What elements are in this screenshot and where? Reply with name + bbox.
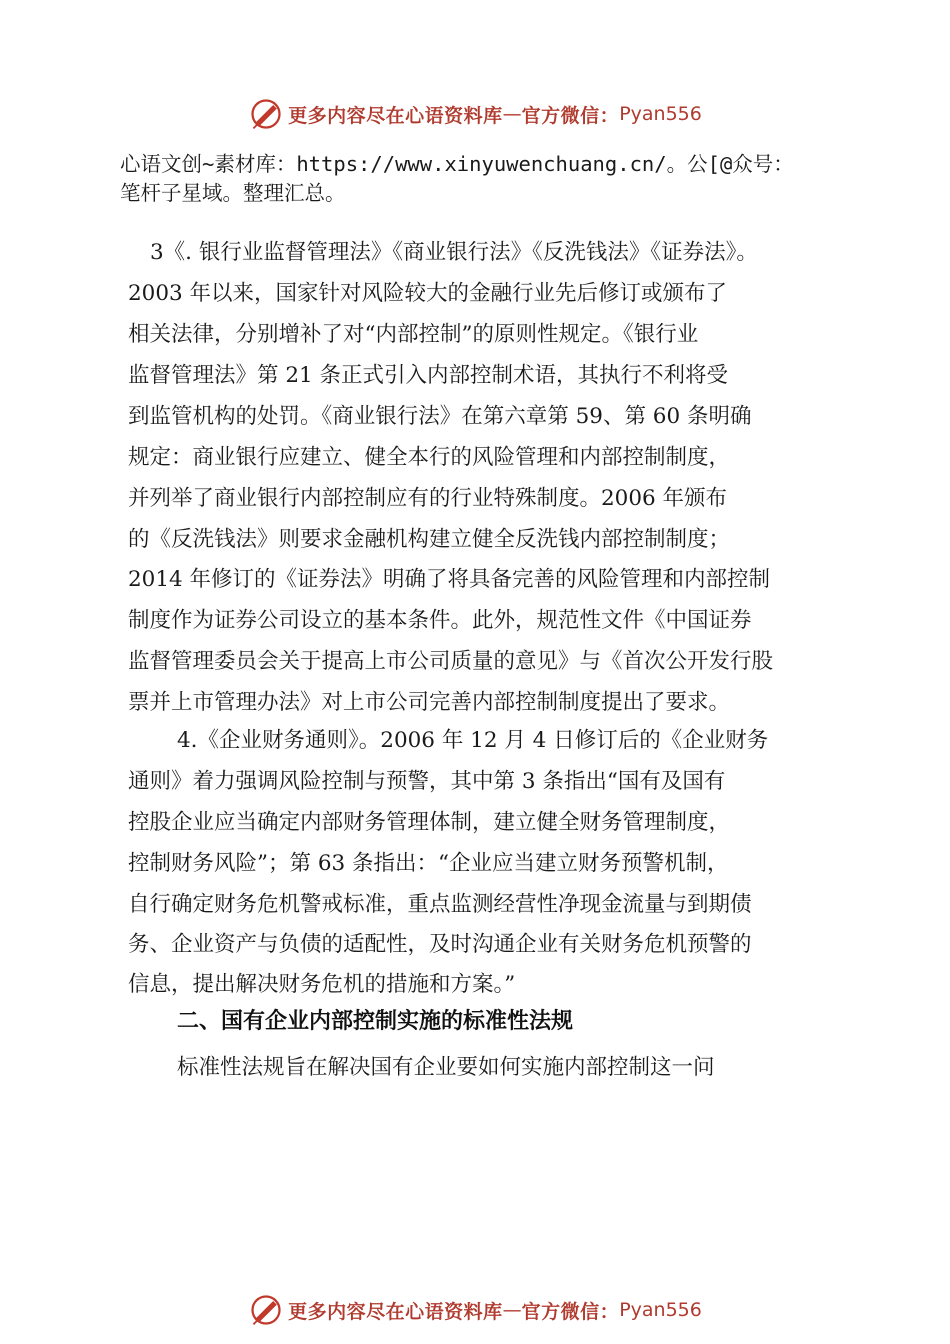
- watermark-banner-top: [0, 94, 950, 134]
- banner-text: 更多内容尽在心语资料库: [288, 104, 503, 127]
- header-note-line-2: 笔杆子星域。整理汇总。: [120, 181, 346, 205]
- body-line: 3《. 银行业监督管理法》《商业银行法》《反洗钱法》《证券法》。: [150, 240, 758, 265]
- pen-logo-icon: [248, 1292, 284, 1328]
- body-line: 制度作为证券公司设立的基本条件。此外，规范性文件《中国证券: [128, 608, 752, 633]
- banner-separator: —: [502, 103, 522, 125]
- header-note: [120, 150, 870, 208]
- body-line: 的《反洗钱法》则要求金融机构建立健全反洗钱内部控制制度；: [128, 527, 731, 552]
- body-line: 通则》着力强调风险控制与预警，其中第 3 条指出“国有及国有: [128, 769, 726, 794]
- body-line: 监督管理法》第 21 条正式引入内部控制术语，其执行不利将受: [128, 363, 729, 388]
- body-line: 信息，提出解决财务危机的措施和方案。”: [128, 972, 516, 997]
- header-note-line-1: 心语文创~素材库：https://www.xinyuwenchuang.cn/。公[@众号：: [120, 152, 794, 176]
- body-line: 标准性法规旨在解决国有企业要如何实施内部控制这一问: [177, 1055, 715, 1080]
- body-line: 4.《企业财务通则》。2006 年 12 月 4 日修订后的《企业财务: [177, 728, 769, 753]
- pen-logo-icon: [248, 96, 284, 132]
- banner-separator: —: [502, 1299, 522, 1321]
- body-line: 控股企业应当确定内部财务管理体制，建立健全财务管理制度，: [128, 810, 731, 835]
- banner-official-label: 官方微信：: [521, 1300, 620, 1323]
- body-line: 票并上市管理办法》对上市公司完善内部控制制度提出了要求。: [128, 690, 731, 715]
- banner-account: Pyan556: [619, 1299, 702, 1321]
- banner-account: Pyan556: [619, 103, 702, 125]
- body-line: 到监管机构的处罚。《商业银行法》在第六章第 59、第 60 条明确: [128, 404, 752, 429]
- section-heading: 二、国有企业内部控制实施的标准性法规: [177, 1009, 574, 1034]
- body-line: 相关法律，分别增补了对“内部控制”的原则性规定。《银行业: [128, 322, 699, 347]
- body-line: 并列举了商业银行内部控制应有的行业特殊制度。2006 年颁布: [128, 486, 728, 511]
- watermark-banner-bottom: [0, 1290, 950, 1330]
- banner-text: 更多内容尽在心语资料库: [288, 1300, 503, 1323]
- banner-official-label: 官方微信：: [521, 104, 620, 127]
- body-line: 2003 年以来，国家针对风险较大的金融行业先后修订或颁布了: [128, 281, 728, 306]
- body-line: 规定：商业银行应建立、健全本行的风险管理和内部控制制度，: [128, 445, 731, 470]
- body-line: 控制财务风险”；第 63 条指出：“企业应当建立财务预警机制，: [128, 851, 729, 876]
- body-line: 自行确定财务危机警戒标准，重点监测经营性净现金流量与到期债: [128, 892, 752, 917]
- body-line: 2014 年修订的《证券法》明确了将具备完善的风险管理和内部控制: [128, 567, 771, 592]
- body-line: 务、企业资产与负债的适配性，及时沟通企业有关财务危机预警的: [128, 932, 752, 957]
- body-line: 监督管理委员会关于提高上市公司质量的意见》与《首次公开发行股: [128, 649, 774, 674]
